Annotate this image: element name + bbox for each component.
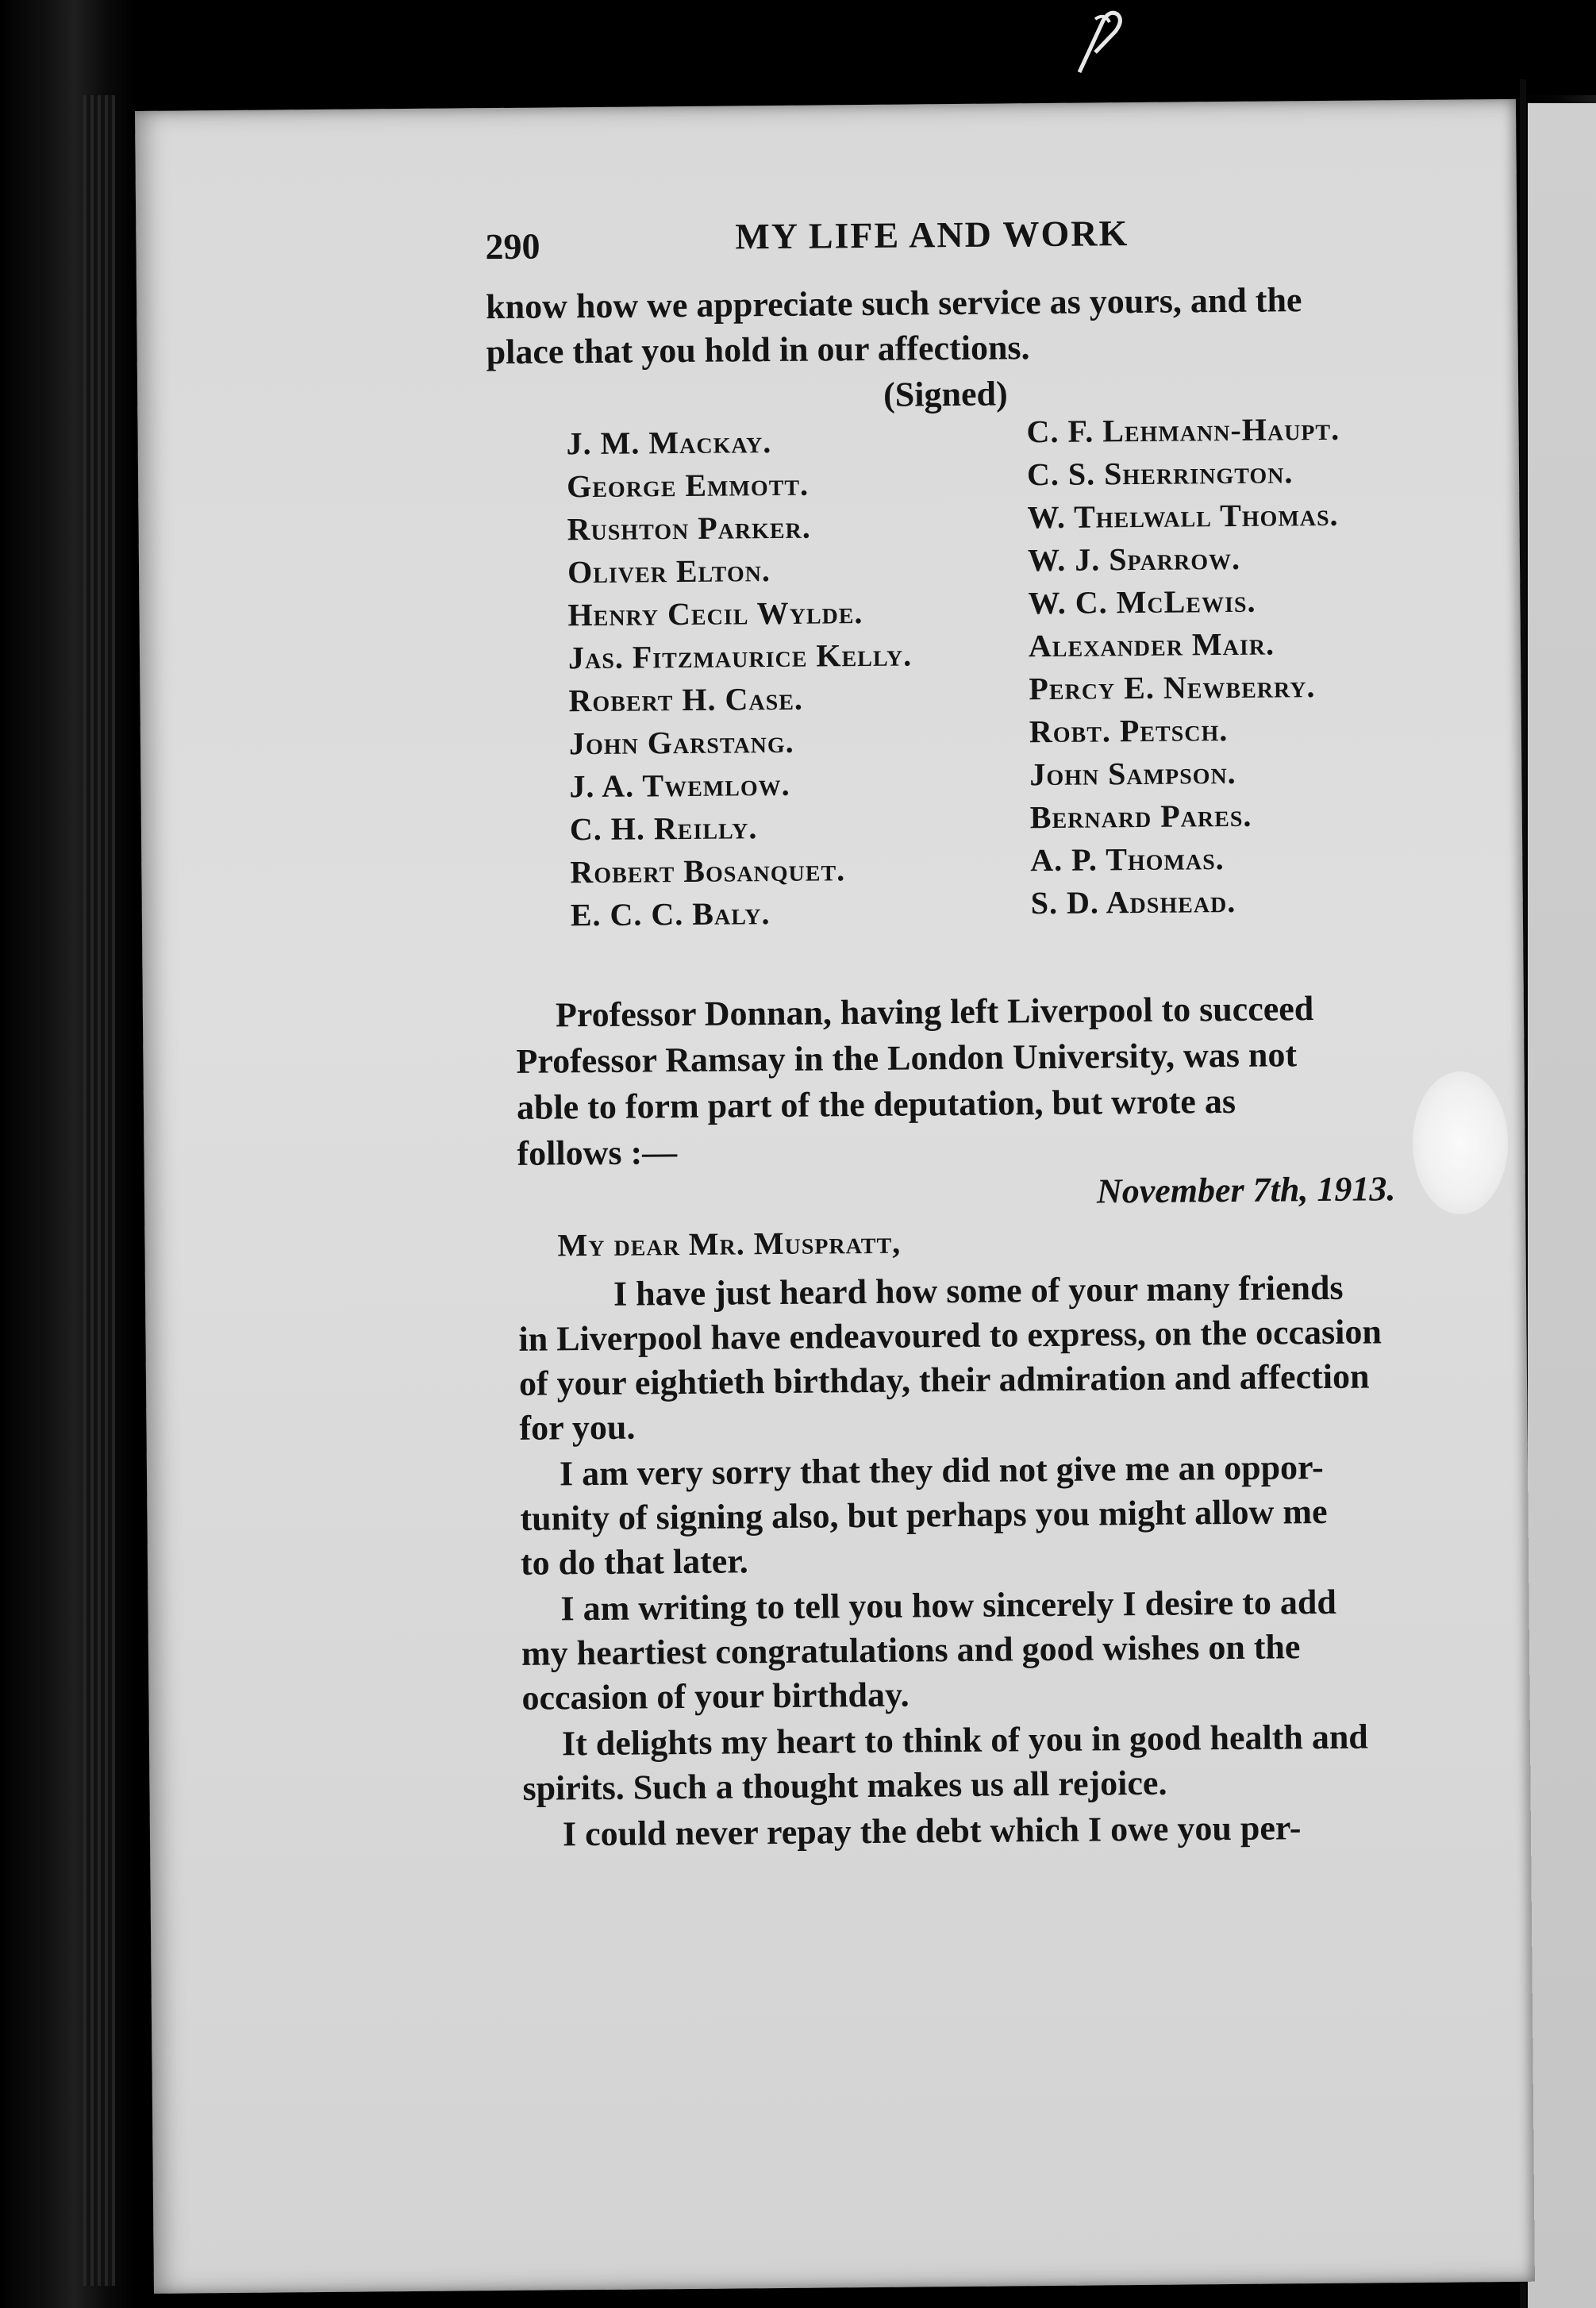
text-line: I have just heard how some of your many friends (613, 1267, 1344, 1314)
signatory-name: Rushton Parker. (567, 509, 811, 548)
text-line: Professor Donnan, having left Liverpool to succeed (555, 989, 1314, 1035)
signatory-name: E. C. C. Baly. (570, 895, 771, 933)
signatory-name: Percy E. Newberry. (1029, 668, 1316, 707)
signatory-name: C. H. Reilly. (569, 810, 758, 848)
book-page (135, 99, 1535, 2294)
text-line: in Liverpool have endeavoured to express, on the occasion (518, 1312, 1383, 1359)
signatory-name: C. S. Sherrington. (1026, 454, 1294, 493)
signatory-name: J. M. Mackay. (566, 424, 772, 462)
signatory-name: W. J. Sparrow. (1027, 540, 1241, 579)
text-line: able to form part of the deputation, but wrote as (516, 1081, 1236, 1127)
text-line: It delights my heart to think of you in good health and (561, 1717, 1368, 1764)
binding-texture (83, 95, 115, 2286)
signatory-name: Robert H. Case. (568, 680, 804, 719)
signed-label: (Signed) (883, 374, 1008, 414)
signatory-name: George Emmott. (566, 466, 810, 505)
text-line: occasion of your birthday. (521, 1675, 910, 1718)
signatory-name: A. P. Thomas. (1030, 840, 1225, 879)
signatory-name: Robert Bosanquet. (570, 852, 846, 891)
letter-date: November 7th, 1913. (1096, 1169, 1396, 1211)
signatory-name: Bernard Pares. (1029, 797, 1252, 836)
letter-salutation: My dear Mr. Muspratt, (557, 1224, 902, 1264)
signatory-name: Alexander Mair. (1028, 625, 1275, 664)
far-page-strip (1528, 103, 1596, 2308)
text-line: know how we appreciate such service as yours, and the (485, 280, 1302, 327)
signatory-name: W. Thelwall Thomas. (1027, 496, 1339, 536)
signatory-name: W. C. McLewis. (1028, 583, 1256, 621)
paper-stain (1413, 1071, 1508, 1214)
text-line: for you. (519, 1407, 636, 1448)
text-line: I could never repay the debt which I owe you per- (562, 1808, 1302, 1854)
text-line: follows :— (517, 1133, 678, 1173)
signatory-name: Jas. Fitzmaurice Kelly. (567, 637, 913, 676)
page-number: 290 (485, 225, 540, 267)
signatory-name: S. D. Adshead. (1030, 883, 1236, 921)
text-line: to do that later. (520, 1541, 748, 1583)
text-line: I am very sorry that they did not give me an oppor- (559, 1447, 1324, 1494)
signatory-name: Henry Cecil Wylde. (567, 594, 863, 633)
text-line: of your eightieth birthday, their admiration and affection (518, 1356, 1370, 1403)
signatory-name: J. A. Twemlow. (569, 766, 790, 805)
text-line: spirits. Such a thought makes us all rejoice. (522, 1763, 1167, 1808)
signatory-name: Oliver Elton. (567, 552, 771, 590)
signatory-name: Robt. Petsch. (1029, 712, 1229, 750)
text-line: tunity of signing also, but perhaps you might allow me (520, 1491, 1328, 1538)
text-line: Professor Ramsay in the London University, was not (516, 1035, 1298, 1081)
signatory-name: John Sampson. (1029, 754, 1236, 793)
signatory-name: C. F. Lehmann-Haupt. (1026, 410, 1340, 450)
text-line: I am writing to tell you how sincerely I desire to add (560, 1582, 1337, 1629)
running-title: MY LIFE AND WORK (735, 213, 1129, 257)
text-line: place that you hold in our affections. (486, 328, 1030, 372)
signatory-name: John Garstang. (568, 723, 794, 762)
text-line: my heartiest congratulations and good wishes on the (521, 1627, 1301, 1673)
paper-clip-icon (1071, 5, 1127, 76)
